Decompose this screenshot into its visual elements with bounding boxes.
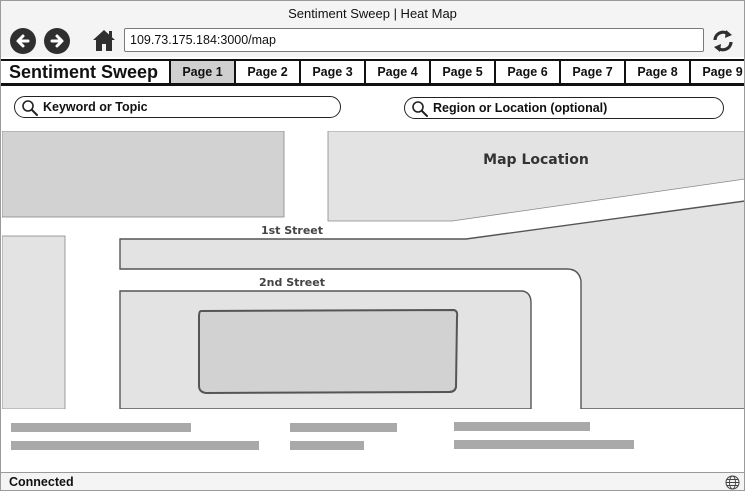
- map-block: [2, 131, 284, 217]
- page-tabs: [169, 61, 745, 83]
- forward-arrow-icon: [47, 31, 67, 51]
- placeholder-text-line: [11, 441, 259, 450]
- search-icon: [21, 99, 39, 117]
- placeholder-text-line: [454, 440, 634, 449]
- placeholder-text-line: [454, 422, 590, 431]
- keyword-search-placeholder: Keyword or Topic: [43, 100, 148, 114]
- street-label-1st: 1st Street: [260, 224, 324, 237]
- map-block: [2, 236, 65, 409]
- placeholder-text-line: [290, 441, 364, 450]
- search-icon: [411, 100, 429, 118]
- region-search-input[interactable]: [404, 97, 724, 119]
- forward-button[interactable]: [44, 28, 70, 54]
- placeholder-text-line: [290, 423, 397, 432]
- tab-page-6[interactable]: Page 6: [494, 61, 559, 83]
- map-view[interactable]: [2, 131, 745, 409]
- region-search-placeholder: Region or Location (optional): [433, 101, 608, 115]
- tab-page-8[interactable]: Page 8: [624, 61, 689, 83]
- street-label-2nd: 2nd Street: [259, 276, 325, 289]
- home-icon: [91, 27, 117, 53]
- reload-icon: [709, 27, 737, 55]
- tab-page-5[interactable]: Page 5: [429, 61, 494, 83]
- tab-page-1[interactable]: Page 1: [169, 61, 234, 83]
- app-header: [1, 59, 744, 86]
- window-title: Sentiment Sweep | Heat Map: [288, 6, 457, 21]
- tab-page-3[interactable]: Page 3: [299, 61, 364, 83]
- browser-toolbar: [1, 25, 744, 57]
- app-brand: Sentiment Sweep: [9, 62, 159, 82]
- tab-page-9[interactable]: Page 9: [689, 61, 745, 83]
- placeholder-text-line: [11, 423, 191, 432]
- tab-page-7[interactable]: Page 7: [559, 61, 624, 83]
- keyword-search-input[interactable]: [14, 96, 341, 118]
- back-arrow-icon: [13, 31, 33, 51]
- address-bar[interactable]: 109.73.175.184:3000/map: [124, 28, 704, 52]
- tab-page-2[interactable]: Page 2: [234, 61, 299, 83]
- connection-status: Connected: [9, 475, 74, 489]
- home-button[interactable]: [91, 27, 117, 53]
- map-building: [199, 310, 457, 393]
- globe-icon: [725, 475, 740, 490]
- map-location-label: Map Location: [483, 152, 589, 168]
- tab-page-4[interactable]: Page 4: [364, 61, 429, 83]
- window-titlebar: [1, 1, 744, 25]
- status-bar: [1, 472, 744, 491]
- reload-button[interactable]: [709, 27, 737, 55]
- map-canvas[interactable]: [2, 131, 745, 409]
- back-button[interactable]: [10, 28, 36, 54]
